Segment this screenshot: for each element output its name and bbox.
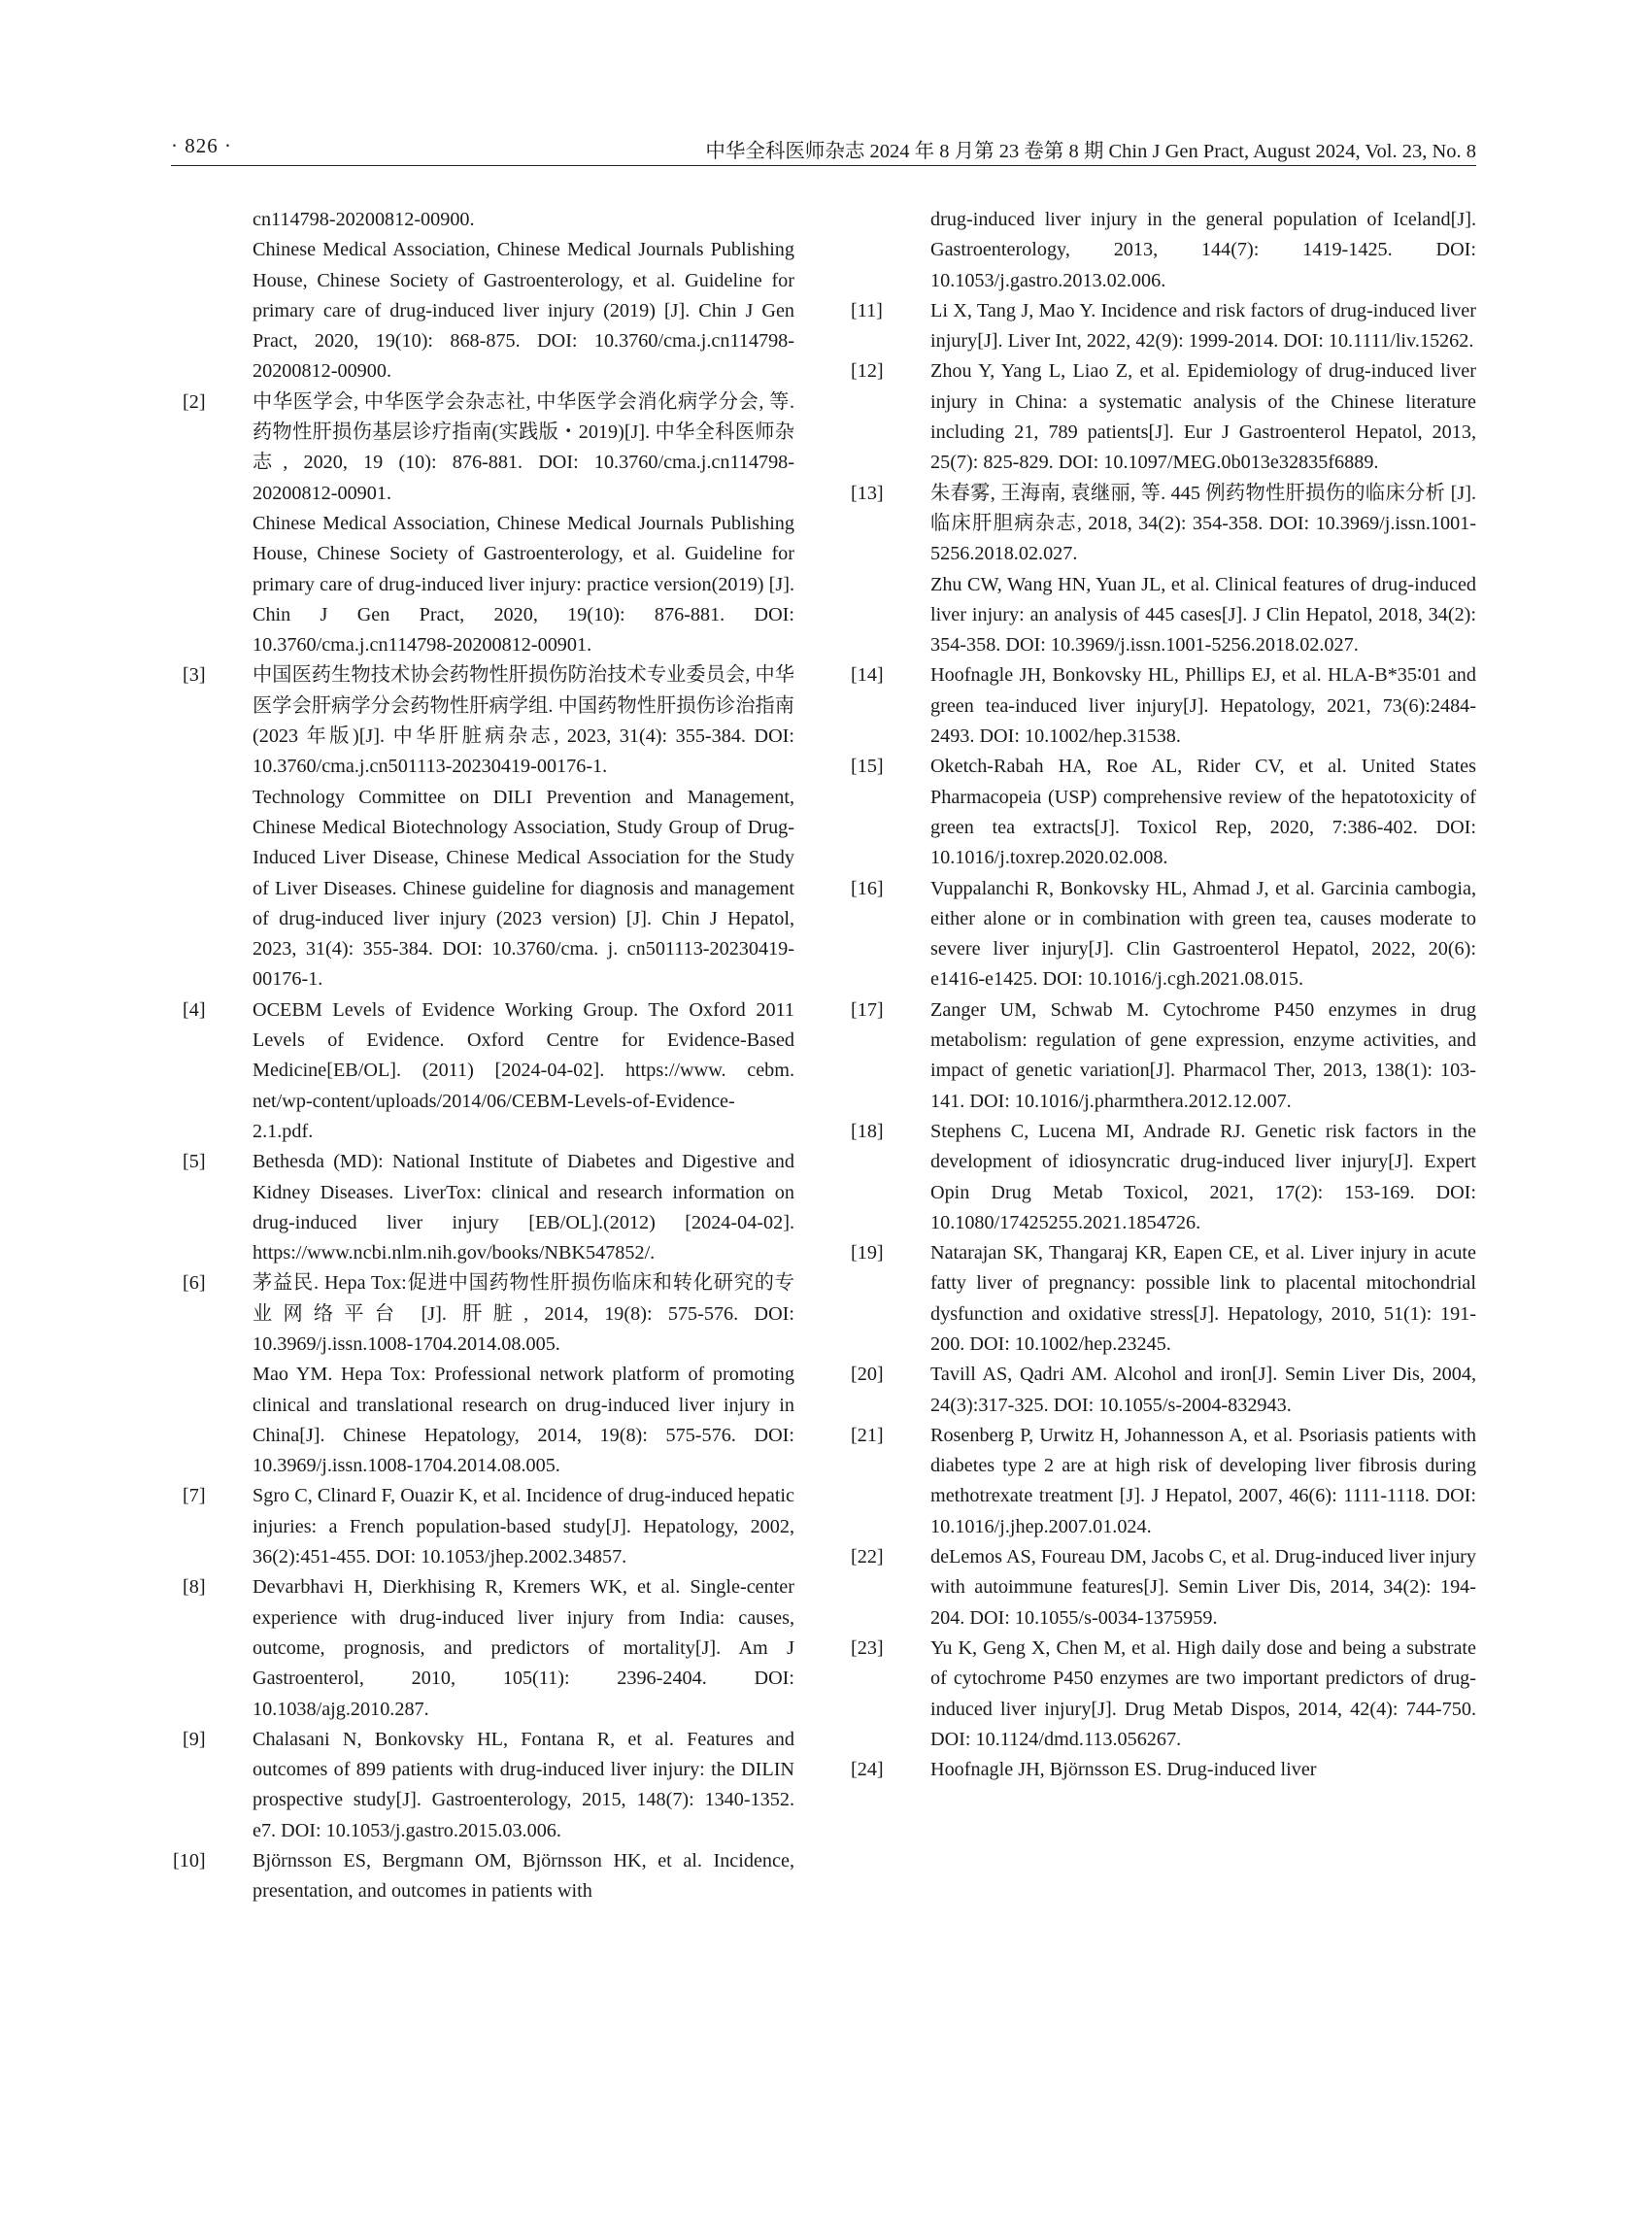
reference-number: [10] (173, 1850, 206, 1872)
reference-text: Hoofnagle JH, Björnsson ES. Drug-induced liver (930, 1759, 1317, 1781)
reference-text: Devarbhavi H, Dierkhising R, Kremers WK, et al. Single-center experience with drug-induced liver injury from India: causes, outcome, prognosis, and predictors of mortality[J]. Am J Gastroenterol, 2010, 105(11): 2396-2404. DOI: 10.1038/ajg.2010.287. (253, 1576, 794, 1720)
reference-text: Stephens C, Lucena MI, Andrade RJ. Genetic risk factors in the development of idiosyncratic drug-induced liver injury[J]. Expert Opin Drug Metab Toxicol, 2021, 17(2): 153-169. DOI: 10.1080/17425255.2021.1854726. (930, 1120, 1476, 1233)
reference-text: 茅益民. Hepa Tox:促进中国药物性肝损伤临床和转化研究的专业网络平台 [J]. 肝脏, 2014, 19(8): 575-576. DOI: 10.3969/j.issn.1008-1704.2014.08.005. (253, 1272, 794, 1355)
reference-text: deLemos AS, Foureau DM, Jacobs C, et al. Drug-induced liver injury with autoimmune features[J]. Semin Liver Dis, 2014, 34(2): 194-204. DOI: 10.1055/s-0034-1375959. (930, 1546, 1476, 1629)
reference-number: [5] (183, 1151, 206, 1173)
running-header (171, 132, 1476, 166)
reference-text: Oketch-Rabah HA, Roe AL, Rider CV, et al. United States Pharmacopeia (USP) comprehensive review of the hepatotoxicity of green tea extracts[J]. Toxicol Rep, 2020, 7:386-402. DOI: 10.1016/j.toxrep.2020.02.008. (930, 756, 1476, 869)
reference-text: Natarajan SK, Thangaraj KR, Eapen CE, et al. Liver injury in acute fatty liver of pregnancy: possible link to placental mitochondrial dysfunction and oxidative stress[J]. Hepatology, 2010, 51(1): 191-200. DOI: 10.1002/hep.23245. (930, 1242, 1476, 1355)
reference-text: OCEBM Levels of Evidence Working Group. The Oxford 2011 Levels of Evidence. Oxford Centre for Evidence-Based Medicine[EB/OL]. (2011) [2024-04-02]. https://www. cebm. net/wp-content/uploads/2014/06/CEBM-Levels-of-Evidence-2.1.pdf. (253, 998, 794, 1142)
reference-text: Li X, Tang J, Mao Y. Incidence and risk factors of drug-induced liver injury[J]. Liver Int, 2022, 42(9): 1999-2014. DOI: 10.1111/liv.15262. (930, 299, 1476, 353)
reference-number: [15] (851, 756, 884, 778)
reference-text: Mao YM. Hepa Tox: Professional network platform of promoting clinical and translational research on drug-induced liver injury in China[J]. Chinese Hepatology, 2014, 19(8): 575-576. DOI: 10.3969/j.issn.1008-1704.2014.08.005. (253, 1364, 794, 1477)
reference-text: Chalasani N, Bonkovsky HL, Fontana R, et al. Features and outcomes of 899 patients with drug-induced liver injury: the DILIN prospective study[J]. Gastroenterology, 2015, 148(7): 1340-1352. e7. DOI: 10.1053/j.gastro.2015.03.006. (253, 1728, 794, 1841)
reference-number: [20] (851, 1364, 884, 1386)
reference-number: [2] (183, 390, 206, 413)
reference-number: [8] (183, 1576, 206, 1599)
reference-text: Zanger UM, Schwab M. Cytochrome P450 enzymes in drug metabolism: regulation of gene expression, enzyme activities, and impact of genetic variation[J]. Pharmacol Ther, 2013, 138(1): 103-141. DOI: 10.1016/j.pharmthera.2012.12.007. (930, 998, 1476, 1112)
references-left-column (173, 205, 794, 2147)
reference-entry (183, 1481, 794, 1572)
reference-text: Chinese Medical Association, Chinese Medical Journals Publishing House, Chinese Society of Gastroenterology, et al. Guideline for primary care of drug-induced liver injury: practice version(2019) [J]. Chin J Gen Pract, 2020, 19(10): 876-881. DOI: 10.3760/cma.j.cn114798-20200812-00901. (253, 512, 794, 657)
reference-number: [7] (183, 1485, 206, 1507)
reference-entry (851, 1542, 1476, 1634)
reference-entry (860, 205, 1476, 296)
reference-entry (183, 388, 794, 661)
reference-entry (851, 660, 1476, 752)
reference-entry (183, 1147, 794, 1268)
reference-text: Technology Committee on DILI Prevention and Management, Chinese Medical Biotechnology Association, Study Group of Drug-Induced Liver Disease, Chinese Medical Association for the Study of Liver Diseases. Chinese guideline for diagnosis and management of drug-induced liver injury (2023 version) [J]. Chin J Hepatol, 2023, 31(4): 355-384. DOI: 10.3760/cma. j. cn501113-20230419-00176-1. (253, 786, 794, 991)
reference-number: [23] (851, 1636, 884, 1659)
reference-text: cn114798-20200812-00900. (253, 209, 475, 230)
reference-number: [24] (851, 1759, 884, 1781)
journal-citation: 中华全科医师杂志 2024 年 8 月第 23 卷第 8 期 Chin J Gen Pract, August 2024, Vol. 23, No. 8 (705, 141, 1476, 162)
reference-text: Bethesda (MD): National Institute of Diabetes and Digestive and Kidney Diseases. LiverTox: clinical and research information on drug-induced liver injury [EB/OL].(2012) [2024-04-02]. https://www.ncbi.nlm.nih.gov/books/NBK547852/. (253, 1151, 794, 1264)
reference-number: [4] (183, 998, 206, 1021)
reference-text: Sgro C, Clinard F, Ouazir K, et al. Incidence of drug-induced hepatic injuries: a French population-based study[J]. Hepatology, 2002, 36(2):451-455. DOI: 10.1053/jhep.2002.34857. (253, 1485, 794, 1568)
reference-entry (851, 1634, 1476, 1755)
reference-entry (183, 1725, 794, 1846)
reference-number: [3] (183, 664, 206, 687)
reference-entry (851, 356, 1476, 478)
reference-text: 中华医学会, 中华医学会杂志社, 中华医学会消化病学分会, 等. 药物性肝损伤基层诊疗指南(实践版・2019)[J]. 中华全科医师杂志, 2020, 19 (10): 876-881. DOI: 10.3760/cma.j.cn114798-20200812-00901. (253, 390, 794, 504)
reference-text: 朱春雾, 王海南, 袁继丽, 等. 445 例药物性肝损伤的临床分析 [J]. 临床肝胆病杂志, 2018, 34(2): 354-358. DOI: 10.3969/j.issn.1001-5256.2018.02.027. (930, 482, 1476, 565)
reference-entry (851, 1238, 1476, 1360)
reference-text: Tavill AS, Qadri AM. Alcohol and iron[J]. Semin Liver Dis, 2004, 24(3):317-325. DOI: 10.1055/s-2004-832943. (930, 1364, 1476, 1416)
reference-number: [18] (851, 1120, 884, 1142)
reference-number: [16] (851, 877, 884, 899)
page-number: · 826 · (171, 134, 232, 157)
reference-number: [12] (851, 360, 884, 383)
reference-number: [17] (851, 998, 884, 1021)
reference-number: [21] (851, 1424, 884, 1446)
reference-number: [22] (851, 1546, 884, 1568)
reference-number: [11] (851, 299, 883, 321)
reference-text: Björnsson ES, Bergmann OM, Björnsson HK, et al. Incidence, presentation, and outcomes in patients with (253, 1850, 794, 1903)
reference-number: [19] (851, 1242, 884, 1264)
reference-entry (851, 1360, 1476, 1421)
reference-entry (183, 1572, 794, 1724)
reference-text: Rosenberg P, Urwitz H, Johannesson A, et al. Psoriasis patients with diabetes type 2 are at high risk of developing liver fibrosis during methotrexate treatment [J]. J Hepatol, 2007, 46(6): 1111-1118. DOI: 10.1016/j.jhep.2007.01.024. (930, 1424, 1476, 1537)
reference-entry (851, 874, 1476, 995)
reference-entry (851, 1755, 1476, 1785)
reference-entry (183, 205, 794, 388)
reference-text: Zhou Y, Yang L, Liao Z, et al. Epidemiology of drug-induced liver injury in China: a systematic analysis of the Chinese literature including 21, 789 patients[J]. Eur J Gastroenterol Hepatol, 2013, 25(7): 825-829. DOI: 10.1097/MEG.0b013e32835f6889. (930, 360, 1476, 474)
reference-number: [13] (851, 482, 884, 504)
reference-text: 中国医药生物技术协会药物性肝损伤防治技术专业委员会, 中华医学会肝病学分会药物性肝病学组. 中国药物性肝损伤诊治指南(2023 年版)[J]. 中华肝脏病杂志, 2023, 31(4): 355-384. DOI: 10.3760/cma.j.cn501113-20230419-00176-1. (253, 664, 794, 778)
reference-text: drug-induced liver injury in the general population of Iceland[J]. Gastroenterology, 2013, 144(7): 1419-1425. DOI: 10.1053/j.gastro.2013.02.006. (930, 209, 1476, 291)
reference-text: Zhu CW, Wang HN, Yuan JL, et al. Clinical features of drug-induced liver injury: an analysis of 445 cases[J]. J Clin Hepatol, 2018, 34(2): 354-358. DOI: 10.3969/j.issn.1001-5256.2018.02.027. (930, 573, 1476, 657)
reference-entry (851, 752, 1476, 873)
reference-entry (173, 1846, 794, 1907)
reference-entry (183, 995, 794, 1147)
reference-text: Yu K, Geng X, Chen M, et al. High daily dose and being a substrate of cytochrome P450 enzymes are two important predictors of drug-induced liver injury[J]. Drug Metab Dispos, 2014, 42(4): 744-750. DOI: 10.1124/dmd.113.056267. (930, 1636, 1476, 1750)
reference-text: Chinese Medical Association, Chinese Medical Journals Publishing House, Chinese Society of Gastroenterology, et al. Guideline for primary care of drug-induced liver injury (2019) [J]. Chin J Gen Pract, 2020, 19(10): 868-875. DOI: 10.3760/cma.j.cn114798-20200812-00900. (253, 239, 794, 383)
reference-entry (183, 1268, 794, 1481)
reference-text: Hoofnagle JH, Bonkovsky HL, Phillips EJ, et al. HLA-B*35∶01 and green tea-induced liver injury[J]. Hepatology, 2021, 73(6):2484-2493. DOI: 10.1002/hep.31538. (930, 664, 1476, 748)
reference-entry (851, 1117, 1476, 1238)
reference-text: Vuppalanchi R, Bonkovsky HL, Ahmad J, et al. Garcinia cambogia, either alone or in combination with green tea, causes moderate to severe liver injury[J]. Clin Gastroenterol Hepatol, 2022, 20(6): e1416-e1425. DOI: 10.1016/j.cgh.2021.08.015. (930, 877, 1476, 991)
reference-number: [6] (183, 1272, 206, 1295)
reference-number: [9] (183, 1728, 206, 1750)
reference-entry (183, 660, 794, 995)
references-right-column (851, 205, 1476, 2147)
reference-entry (851, 296, 1476, 357)
reference-entry (851, 1421, 1476, 1542)
reference-entry (851, 479, 1476, 661)
reference-entry (851, 995, 1476, 1117)
reference-number: [14] (851, 664, 884, 687)
